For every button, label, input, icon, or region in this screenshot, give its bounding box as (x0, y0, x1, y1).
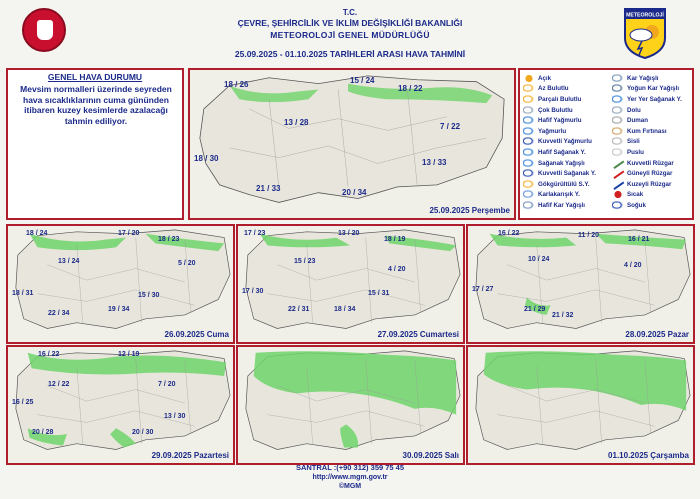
footer-phone: SANTRAL :(+90 312) 359 75 45 (295, 463, 405, 472)
legend-label: Az Bulutlu (538, 85, 569, 93)
forecast-map-day-4 (6, 345, 235, 465)
heavy-shower-icon (523, 169, 535, 178)
legend-label: Sıcak (627, 191, 644, 199)
legend-label: Açık (538, 74, 552, 82)
mgm-logo-text: METEOROLOJİ (626, 12, 664, 19)
legend-item (523, 84, 596, 95)
weather-legend (518, 68, 694, 220)
temp-label: 12 / 19 (118, 351, 140, 358)
footer-copyright: ©MGM (338, 483, 362, 490)
legend-label: Soğuk (627, 201, 646, 209)
header-ministry: ÇEVRE, ŞEHİRCİLİK VE İKLİM DEĞİŞİKLİĞİ BAKANLIĞI (237, 18, 463, 28)
temp-label: 18 / 24 (26, 230, 48, 237)
hot-icon (612, 190, 624, 199)
scattered-shower-icon (612, 95, 624, 104)
temp-label: 4 / 20 (624, 262, 642, 269)
legend-label: Karlakarışık Y. (538, 191, 580, 199)
temp-label: 7 / 22 (440, 122, 461, 131)
temp-label: 13 / 20 (338, 230, 360, 237)
temp-label: 15 / 30 (138, 292, 160, 299)
legend-label: Duman (627, 117, 648, 125)
temp-label: 13 / 28 (284, 118, 309, 127)
legend-item (612, 105, 682, 116)
south-wind-icon (612, 168, 625, 179)
temp-label: 13 / 33 (422, 158, 447, 167)
main-forecast-map (188, 68, 516, 220)
legend-item (612, 73, 682, 84)
temp-label: 18 / 31 (12, 290, 34, 297)
light-shower-icon (523, 148, 535, 157)
temp-label: 17 / 23 (244, 230, 266, 237)
legend-label: Hafif Yağmurlu (538, 117, 582, 125)
legend-label: Dolu (627, 106, 641, 114)
legend-label: Kuvvetli Sağanak Y. (538, 170, 597, 178)
temp-label: 7 / 20 (158, 381, 176, 388)
light-rain-icon (523, 116, 535, 125)
header (0, 0, 700, 66)
legend-item (612, 200, 682, 211)
temp-label: 22 / 31 (288, 306, 310, 313)
temp-label: 15 / 23 (294, 258, 316, 265)
temp-label: 22 / 34 (48, 310, 70, 317)
temp-label: 21 / 29 (524, 306, 546, 313)
haze-icon (612, 148, 624, 157)
legend-item (523, 147, 596, 158)
temp-label: 13 / 24 (58, 258, 80, 265)
temp-label: 15 / 31 (368, 290, 390, 297)
temp-label: 4 / 20 (388, 266, 406, 273)
sleet-icon (523, 190, 535, 199)
legend-label: Parçalı Bulutlu (538, 95, 582, 103)
temp-label: 16 / 22 (498, 230, 520, 237)
legend-item (612, 147, 682, 158)
map-date-label: 28.09.2025 Pazar (625, 330, 689, 339)
general-weather-title: GENEL HAVA DURUMU (47, 72, 143, 82)
header-tc: T.C. (342, 8, 358, 17)
legend-label: Kar Yağışlı (627, 74, 659, 82)
thunder-icon (523, 180, 535, 189)
legend-label: Sağanak Yağışlı (538, 159, 585, 167)
legend-item (523, 126, 596, 137)
legend-item (612, 126, 682, 137)
legend-item (523, 158, 596, 169)
forecast-map-day-3 (466, 224, 695, 344)
general-weather-text: Mevsim normalleri üzerinde seyreden hava sıcaklıklarının cuma gününden itibaren kuzey kesimlerde azalacağı tahmin ediliyor. (20, 84, 172, 126)
temp-label: 18 / 19 (384, 236, 406, 243)
strong-wind-icon (612, 158, 625, 169)
legend-item (523, 73, 596, 84)
shower-icon (523, 159, 535, 168)
hail-icon (612, 106, 624, 115)
forecast-map-day-5 (236, 345, 465, 465)
turkey-map (8, 226, 233, 342)
legend-item (523, 94, 596, 105)
legend-label: Sisli (627, 138, 640, 146)
legend-item (523, 115, 596, 126)
general-weather-box (6, 68, 184, 220)
legend-label: Güneyli Rüzgar (627, 170, 673, 178)
legend-label: Yoğun Kar Yağışlı (627, 85, 680, 93)
temp-label: 17 / 27 (472, 286, 494, 293)
map-date-label: 26.09.2025 Cuma (164, 330, 229, 339)
turkey-map (468, 347, 693, 463)
forecast-map-day-2 (236, 224, 465, 344)
temp-label: 10 / 24 (528, 256, 550, 263)
forecast-map-day-6 (466, 345, 695, 465)
forecast-map-day-1 (6, 224, 235, 344)
turkey-map (238, 347, 463, 463)
rain-icon (523, 127, 535, 136)
fog-icon (612, 137, 624, 146)
legend-item (523, 105, 596, 116)
temp-label: 18 / 22 (398, 84, 423, 93)
map-date-label: 25.09.2025 Perşembe (429, 206, 510, 215)
legend-item (612, 94, 682, 105)
cold-icon (612, 201, 624, 210)
legend-label: Hafif Kar Yağışlı (538, 201, 585, 209)
legend-item (523, 168, 596, 179)
north-wind-icon (612, 179, 625, 190)
smoke-icon (612, 116, 624, 125)
legend-item (523, 179, 596, 190)
legend-label: Çok Bulutlu (538, 106, 573, 114)
map-date-label: 01.10.2025 Çarşamba (608, 451, 689, 460)
legend-item (523, 190, 596, 201)
heavy-rain-icon (523, 137, 535, 146)
legend-column-1 (523, 73, 596, 211)
few-clouds-icon (523, 84, 535, 93)
legend-label: Kuzeyli Rüzgar (627, 180, 672, 188)
legend-item (612, 137, 682, 148)
legend-item (523, 137, 596, 148)
turkey-map (468, 226, 693, 342)
temp-label: 18 / 30 (194, 154, 219, 163)
heavy-snow-icon (612, 84, 624, 93)
temp-label: 16 / 22 (38, 351, 60, 358)
temp-label: 20 / 28 (32, 429, 54, 436)
temp-label: 17 / 30 (242, 288, 264, 295)
footer (200, 463, 500, 491)
temp-label: 17 / 20 (118, 230, 140, 237)
sun-icon (523, 74, 535, 83)
legend-label: Puslu (627, 148, 644, 156)
temp-label: 18 / 26 (224, 80, 249, 89)
temp-label: 19 / 34 (108, 306, 130, 313)
temp-label: 16 / 25 (12, 399, 34, 406)
temp-label: 21 / 32 (552, 312, 574, 319)
legend-item (612, 179, 682, 190)
turkey-map (238, 226, 463, 342)
legend-column-2 (612, 73, 682, 211)
temp-label: 20 / 30 (132, 429, 154, 436)
temp-label: 21 / 33 (256, 184, 281, 193)
snow-icon (612, 74, 624, 83)
legend-item (612, 84, 682, 95)
ministry-logo (22, 8, 66, 52)
cloudy-icon (523, 106, 535, 115)
header-directorate: METEOROLOJİ GENEL MÜDÜRLÜĞÜ (270, 30, 430, 40)
temp-label: 5 / 20 (178, 260, 196, 267)
footer-url[interactable]: http://www.mgm.gov.tr (312, 474, 388, 481)
legend-label: Gökgürültülü S.Y. (538, 180, 590, 188)
legend-label: Yer Yer Sağanak Y. (627, 95, 682, 103)
legend-label: Kuvvetli Rüzgar (627, 159, 674, 167)
temp-label: 13 / 30 (164, 413, 186, 420)
temp-label: 16 / 21 (628, 236, 650, 243)
temp-label: 11 / 20 (578, 232, 600, 239)
legend-label: Yağmurlu (538, 127, 567, 135)
turkey-map (8, 347, 233, 463)
partly-cloudy-icon (523, 95, 535, 104)
legend-label: Hafif Sağanak Y. (538, 148, 586, 156)
legend-item (612, 115, 682, 126)
sandstorm-icon (612, 127, 624, 136)
temp-label: 18 / 34 (334, 306, 356, 313)
map-date-label: 30.09.2025 Salı (402, 451, 459, 460)
temp-label: 18 / 23 (158, 236, 180, 243)
temp-label: 20 / 34 (342, 188, 367, 197)
temp-label: 12 / 22 (48, 381, 70, 388)
map-date-label: 27.09.2025 Cumartesi (377, 330, 459, 339)
mgm-logo (622, 6, 668, 60)
legend-item (523, 200, 596, 211)
temp-label: 15 / 24 (350, 76, 375, 85)
header-period: 25.09.2025 - 01.10.2025 TARİHLERİ ARASI HAVA TAHMİNİ (234, 49, 466, 59)
legend-label: Kuvvetli Yağmurlu (538, 138, 592, 146)
legend-item (612, 168, 682, 179)
legend-item (612, 190, 682, 201)
legend-item (612, 158, 682, 169)
light-snow-icon (523, 201, 535, 210)
legend-label: Kum Fırtınası (627, 127, 667, 135)
map-date-label: 29.09.2025 Pazartesi (151, 451, 229, 460)
